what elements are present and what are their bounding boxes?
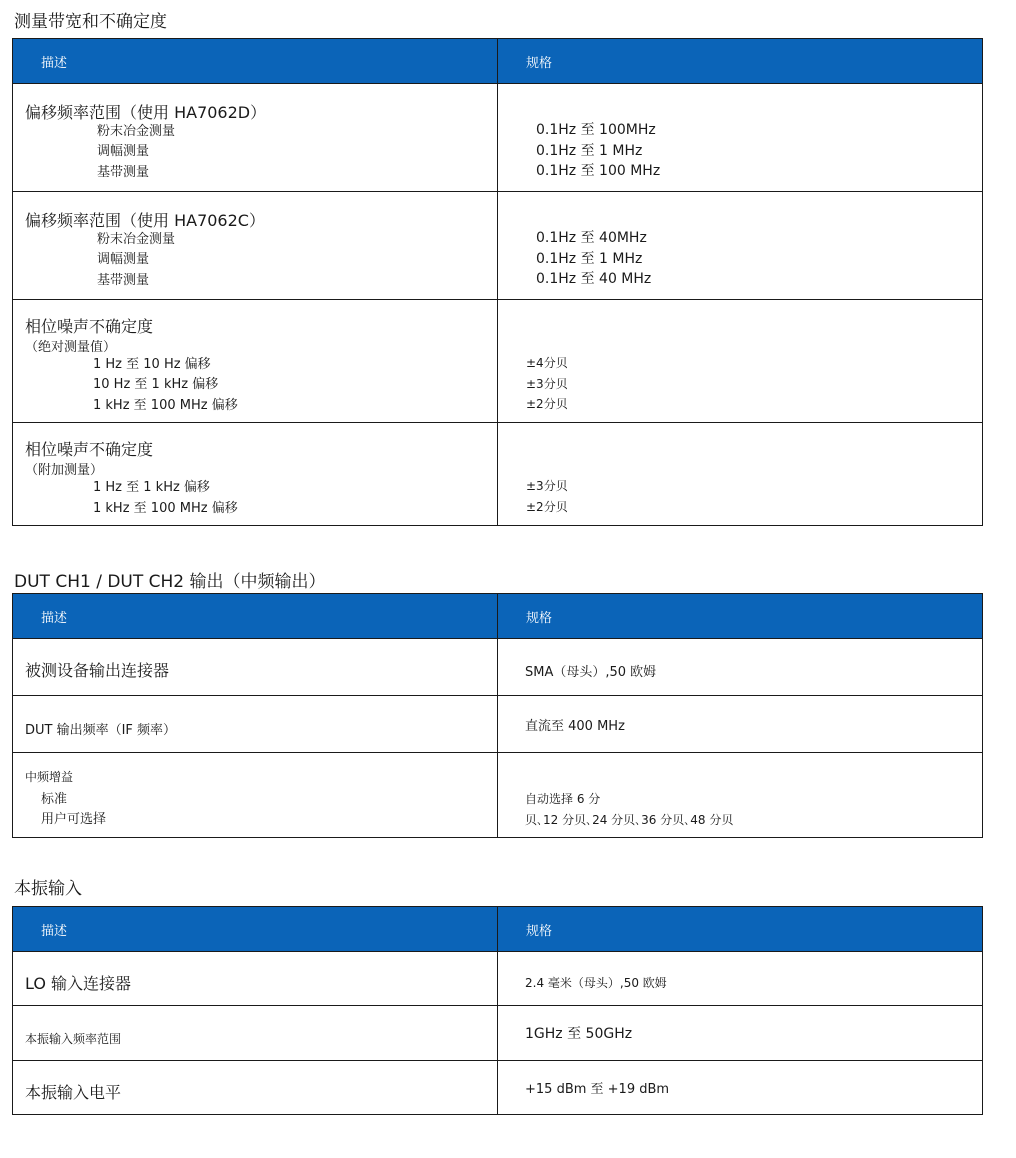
row-value: 0.1Hz 至 1 MHz bbox=[536, 251, 643, 267]
row-note: （绝对测量值） bbox=[25, 340, 117, 355]
row-value: 0.1Hz 至 40MHz bbox=[536, 230, 647, 246]
row-value: ±4分贝 bbox=[526, 356, 568, 370]
row-sub-label: 1 Hz 至 1 kHz 偏移 bbox=[93, 480, 210, 495]
row-value: ±3分贝 bbox=[526, 479, 568, 493]
row-value: 0.1Hz 至 40 MHz bbox=[536, 271, 652, 287]
row-sub-label: 基带测量 bbox=[97, 165, 150, 180]
section-title-bandwidth: 测量带宽和不确定度 bbox=[14, 12, 167, 32]
row-value: +15 dBm 至 +19 dBm bbox=[525, 1082, 670, 1097]
row-label: 中频增益 bbox=[25, 770, 74, 784]
header-desc: 描述 bbox=[13, 907, 498, 952]
table-row bbox=[13, 192, 983, 300]
row-label: 偏移频率范围（使用 HA7062C） bbox=[25, 211, 265, 230]
table-row bbox=[13, 753, 983, 838]
row-sub-label: 10 Hz 至 1 kHz 偏移 bbox=[93, 377, 219, 392]
row-sub-label: 基带测量 bbox=[97, 273, 150, 288]
row-value: ±2分贝 bbox=[526, 397, 568, 411]
row-sub-label: 用户可选择 bbox=[41, 812, 107, 827]
row-sub-label: 1 kHz 至 100 MHz 偏移 bbox=[93, 398, 238, 413]
table-row bbox=[13, 423, 983, 526]
row-sub-label: 1 Hz 至 10 Hz 偏移 bbox=[93, 357, 211, 372]
table-header-row bbox=[13, 907, 983, 952]
row-sub-label: 标准 bbox=[41, 792, 68, 807]
header-spec: 规格 bbox=[498, 594, 983, 639]
table-row bbox=[13, 1006, 983, 1061]
row-label: 本振输入电平 bbox=[25, 1083, 122, 1102]
row-label: 本振输入频率范围 bbox=[25, 1032, 122, 1046]
header-spec: 规格 bbox=[498, 39, 983, 84]
row-label: DUT 输出频率（IF 频率） bbox=[25, 723, 177, 738]
header-desc: 描述 bbox=[13, 594, 498, 639]
bandwidth-table bbox=[12, 38, 983, 526]
row-value: 贝､12 分贝､24 分贝､36 分贝､48 分贝 bbox=[525, 813, 734, 827]
row-value: SMA（母头）,50 欧姆 bbox=[525, 665, 657, 680]
row-value: 0.1Hz 至 100MHz bbox=[536, 122, 656, 138]
row-label: 相位噪声不确定度 bbox=[25, 317, 154, 336]
section-title-dut-output: DUT CH1 / DUT CH2 输出（中频输出） bbox=[14, 572, 326, 592]
table-header-row bbox=[13, 39, 983, 84]
row-value: ±3分贝 bbox=[526, 377, 568, 391]
row-value: 0.1Hz 至 1 MHz bbox=[536, 143, 643, 159]
lo-input-table bbox=[12, 906, 983, 1115]
header-spec: 规格 bbox=[498, 907, 983, 952]
row-label: LO 输入连接器 bbox=[25, 974, 132, 993]
row-note: （附加测量） bbox=[25, 463, 104, 478]
table-row bbox=[13, 300, 983, 423]
row-label: 相位噪声不确定度 bbox=[25, 440, 154, 459]
table-row bbox=[13, 952, 983, 1006]
row-value: 直流至 400 MHz bbox=[525, 719, 625, 734]
row-label: 被测设备输出连接器 bbox=[25, 661, 170, 680]
row-value: 自动选择 6 分 bbox=[525, 792, 601, 806]
table-row bbox=[13, 639, 983, 696]
row-sub-label: 1 kHz 至 100 MHz 偏移 bbox=[93, 501, 238, 516]
table-row bbox=[13, 84, 983, 192]
row-label: 偏移频率范围（使用 HA7062D） bbox=[25, 103, 267, 122]
row-sub-label: 粉末冶金测量 bbox=[97, 124, 176, 139]
table-header-row bbox=[13, 594, 983, 639]
header-desc: 描述 bbox=[13, 39, 498, 84]
row-sub-label: 调幅测量 bbox=[97, 144, 150, 159]
row-value: ±2分贝 bbox=[526, 500, 568, 514]
row-value: 2.4 毫米（母头）,50 欧姆 bbox=[525, 976, 667, 990]
table-row bbox=[13, 1061, 983, 1115]
row-sub-label: 调幅测量 bbox=[97, 252, 150, 267]
section-title-lo-input: 本振输入 bbox=[14, 879, 82, 899]
row-value: 1GHz 至 50GHz bbox=[525, 1026, 633, 1042]
dut-output-table bbox=[12, 593, 983, 838]
row-value: 0.1Hz 至 100 MHz bbox=[536, 163, 661, 179]
table-row bbox=[13, 696, 983, 753]
row-sub-label: 粉末冶金测量 bbox=[97, 232, 176, 247]
